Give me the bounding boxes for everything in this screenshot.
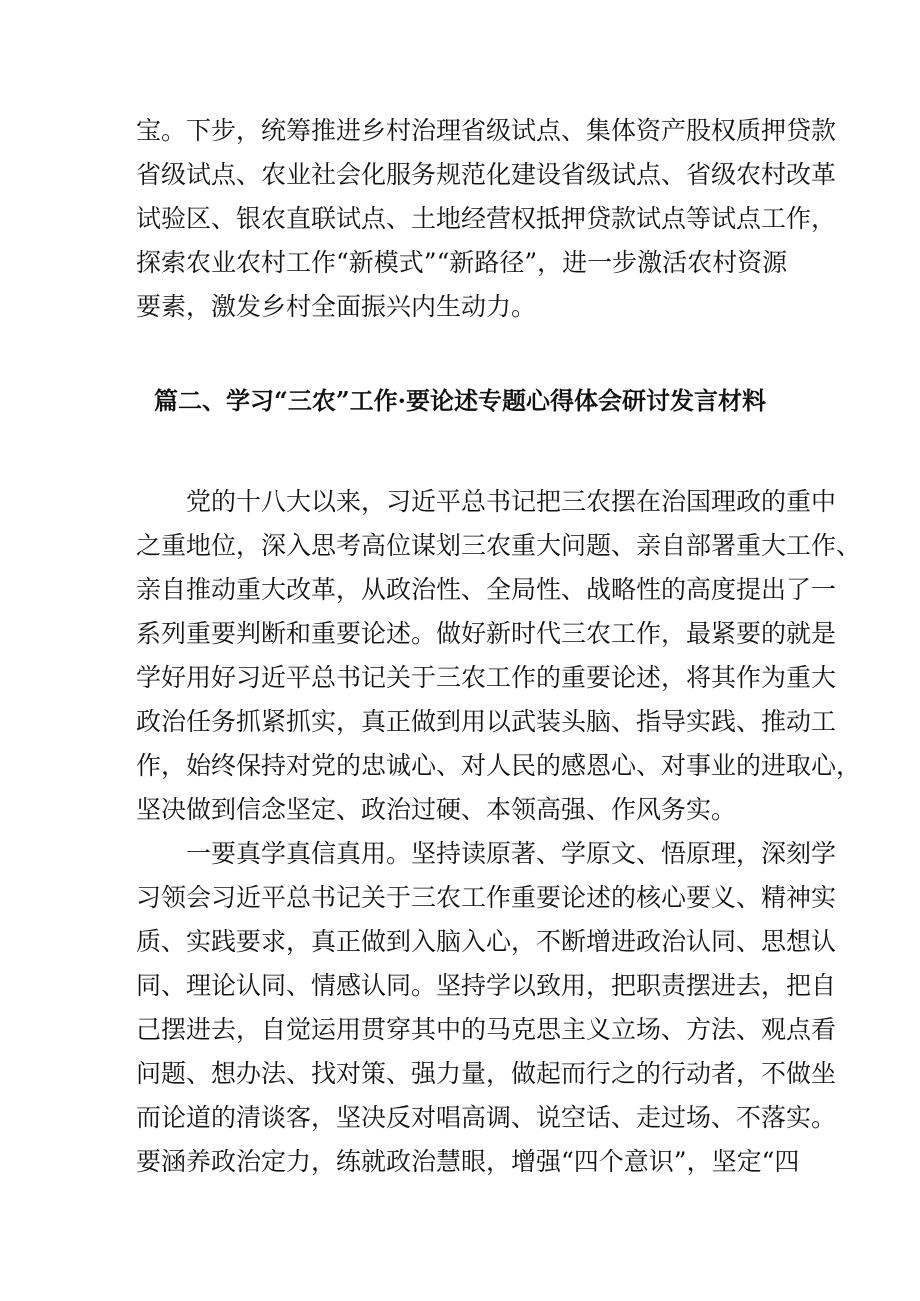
text-line: 政治任务抓紧抓实，真正做到用以武装头脑、指导实践、推动工 <box>136 707 837 736</box>
text-line: 试验区、银农直联试点、土地经营权抵押贷款试点等试点工作， <box>136 204 837 233</box>
text-line: 宝。下步，统筹推进乡村治理省级试点、集体资产股权质押贷款 <box>136 116 837 145</box>
text-line: 一要真学真信真用。坚持读原著、学原文、悟原理，深刻学 <box>186 839 837 868</box>
text-line: 要素，激发乡村全面振兴内生动力。 <box>136 292 537 321</box>
text-line: 而论道的清谈客，坚决反对唱高调、说空话、走过场、不落实。 <box>136 1103 837 1132</box>
text-line: 之重地位，深入思考高位谋划三农重大问题、亲自部署重大工作、 <box>136 531 862 560</box>
text-line: 习领会习近平总书记关于三农工作重要论述的核心要义、精神实 <box>136 883 837 912</box>
text-line: 同、理论认同、情感认同。坚持学以致用，把职责摆进去，把自 <box>136 971 837 1000</box>
section-heading: 篇二、学习“三农”工作·要论述专题心得体会研讨发言材料 <box>154 386 766 415</box>
text-line: 己摆进去，自觉运用贯穿其中的马克思主义立场、方法、观点看 <box>136 1015 837 1044</box>
text-line: 亲自推动重大改革，从政治性、全局性、战略性的高度提出了一 <box>136 575 837 604</box>
text-line: 探索农业农村工作“新模式”“新路径”，进一步激活农村资源 <box>136 248 788 277</box>
text-line: 省级试点、农业社会化服务规范化建设省级试点、省级农村改革 <box>136 160 837 189</box>
text-line: 党的十八大以来，习近平总书记把三农摆在治国理政的重中 <box>186 487 837 516</box>
text-line: 作，始终保持对党的忠诚心、对人民的感恩心、对事业的进取心， <box>136 751 862 780</box>
text-line: 问题、想办法、找对策、强力量，做起而行之的行动者，不做坐 <box>136 1059 837 1088</box>
text-line: 系列重要判断和重要论述。做好新时代三农工作，最紧要的就是 <box>136 619 837 648</box>
text-line: 学好用好习近平总书记关于三农工作的重要论述，将其作为重大 <box>136 663 837 692</box>
text-line: 要涵养政治定力，练就政治慧眼，增强“四个意识”，坚定“四 <box>136 1147 800 1176</box>
text-line: 质、实践要求，真正做到入脑入心，不断增进政治认同、思想认 <box>136 927 837 956</box>
text-line: 坚决做到信念坚定、政治过硬、本领高强、作风务实。 <box>136 795 737 824</box>
